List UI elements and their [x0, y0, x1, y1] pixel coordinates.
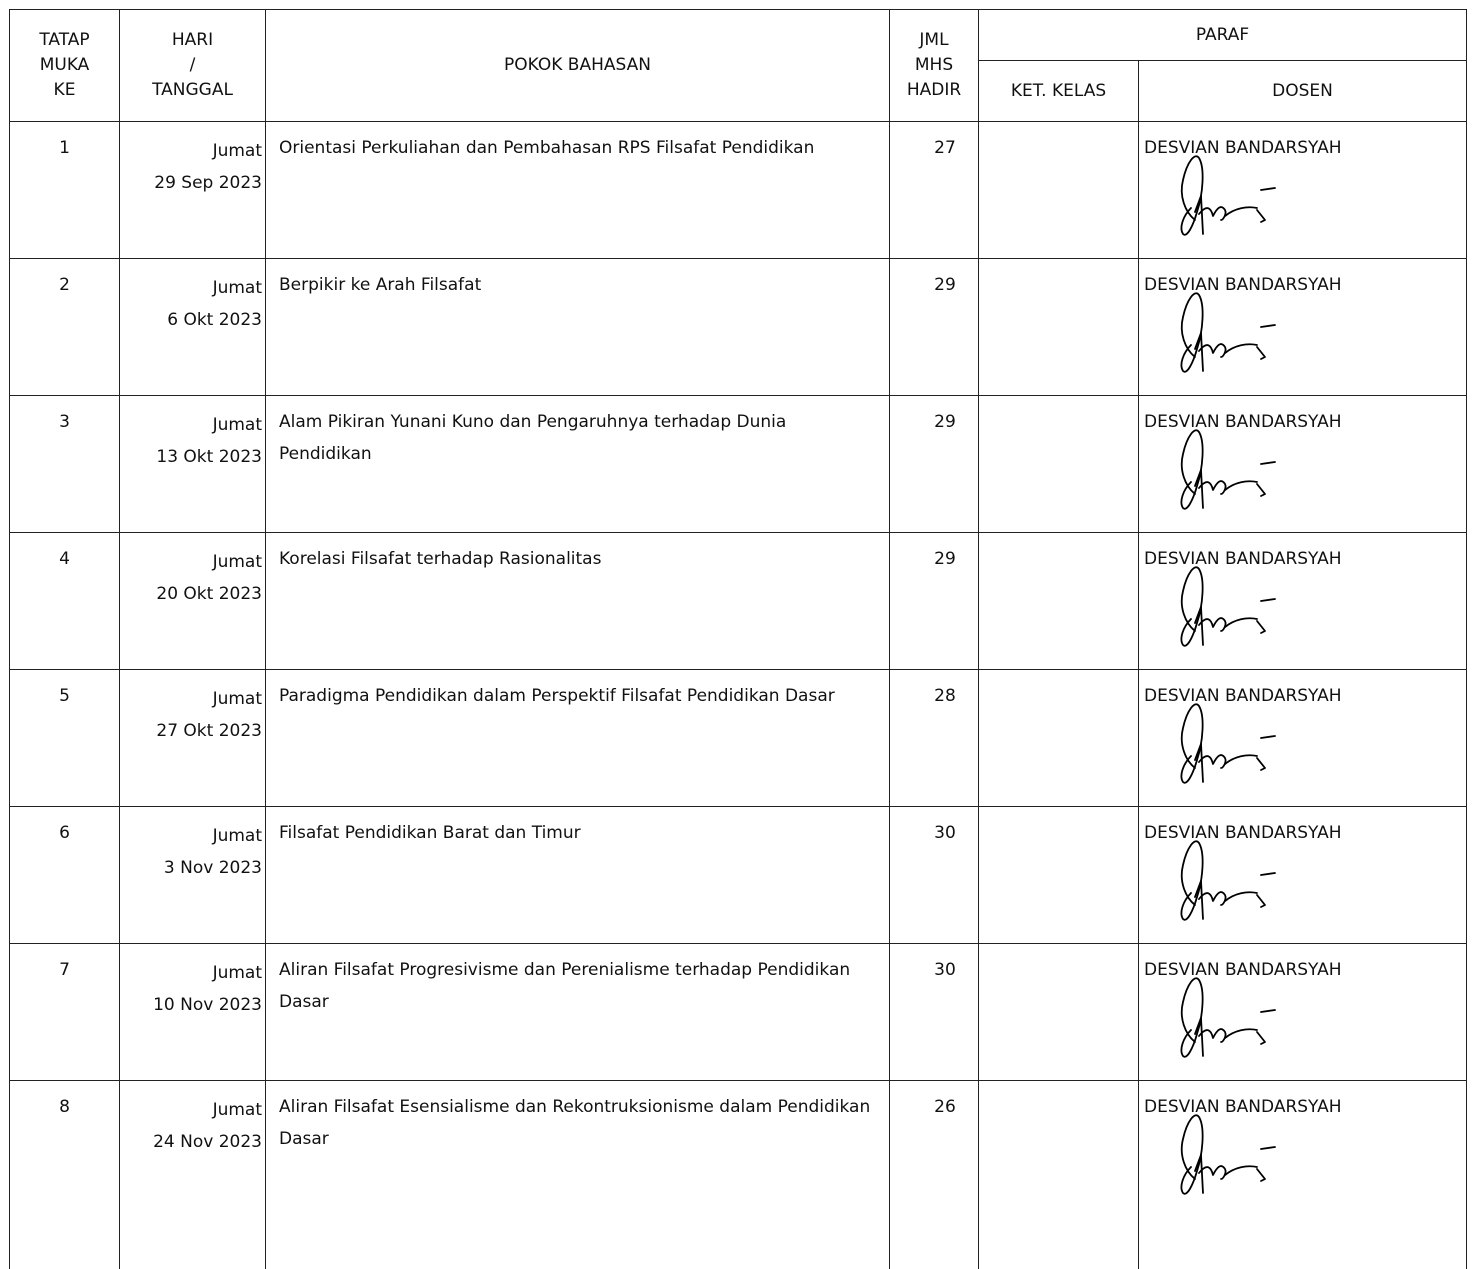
- topic: Korelasi Filsafat terhadap Rasionalitas: [266, 533, 890, 670]
- table-row: [10, 944, 1467, 1081]
- topic: Aliran Filsafat Progresivisme dan Perenialisme terhadap Pendidikan Dasar: [266, 944, 890, 1081]
- header-pokok-bahasan: POKOK BAHASAN: [266, 10, 890, 122]
- class-note: [979, 122, 1139, 259]
- meeting-date: [120, 259, 266, 396]
- table-row: [10, 396, 1467, 533]
- lecturer-cell: [1139, 122, 1467, 259]
- meeting-date-text: 24 Nov 2023: [120, 1126, 262, 1158]
- lecturer-name: DESVIAN BANDARSYAH: [1144, 954, 1466, 986]
- header-hari-tanggal-line: /: [120, 53, 265, 78]
- header-ket-kelas: KET. KELAS: [979, 61, 1139, 122]
- meeting-date-text: 20 Okt 2023: [120, 578, 262, 610]
- meeting-date: [120, 396, 266, 533]
- table-row: [10, 807, 1467, 944]
- meeting-date: [120, 533, 266, 670]
- class-note: [979, 259, 1139, 396]
- lecturer-cell: [1139, 396, 1467, 533]
- table-row: [10, 259, 1467, 396]
- meeting-date-text: 6 Okt 2023: [120, 304, 262, 336]
- meeting-date: [120, 944, 266, 1081]
- header-jml-line: HADIR: [890, 78, 978, 103]
- attendance-sheet: [9, 9, 1467, 1269]
- lecturer-signature: [1161, 424, 1301, 520]
- meeting-number: 8: [10, 1081, 120, 1269]
- lecturer-name: DESVIAN BANDARSYAH: [1144, 406, 1466, 438]
- lecturer-signature: [1161, 287, 1301, 383]
- lecturer-name: DESVIAN BANDARSYAH: [1144, 817, 1466, 849]
- lecturer-signature: [1161, 835, 1301, 931]
- table-row: [10, 670, 1467, 807]
- students-present: 27: [890, 122, 979, 259]
- table-row: [10, 122, 1467, 259]
- topic: Paradigma Pendidikan dalam Perspektif Filsafat Pendidikan Dasar: [266, 670, 890, 807]
- header-paraf: PARAF: [979, 10, 1467, 61]
- lecturer-cell: [1139, 533, 1467, 670]
- header-hari-tanggal: [120, 10, 266, 122]
- lecturer-name: DESVIAN BANDARSYAH: [1144, 680, 1466, 712]
- lecturer-name: DESVIAN BANDARSYAH: [1144, 543, 1466, 575]
- meeting-number: 5: [10, 670, 120, 807]
- meeting-number: 6: [10, 807, 120, 944]
- meeting-date-text: 29 Sep 2023: [120, 167, 262, 199]
- meeting-day: Jumat: [120, 546, 262, 578]
- meeting-date: [120, 122, 266, 259]
- meeting-day: Jumat: [120, 1094, 262, 1126]
- lecturer-signature: [1161, 150, 1301, 246]
- meeting-day: Jumat: [120, 135, 262, 167]
- lecturer-signature: [1161, 972, 1301, 1068]
- header-tatap-muka-line: TATAP: [10, 28, 119, 53]
- lecturer-signature: [1161, 561, 1301, 657]
- students-present: 26: [890, 1081, 979, 1269]
- header-hari-tanggal-line: TANGGAL: [120, 78, 265, 103]
- students-present: 30: [890, 807, 979, 944]
- meeting-day: Jumat: [120, 272, 262, 304]
- lecturer-cell: [1139, 1081, 1467, 1269]
- topic: Aliran Filsafat Esensialisme dan Rekontruksionisme dalam Pendidikan Dasar: [266, 1081, 890, 1269]
- students-present: 29: [890, 533, 979, 670]
- students-present: 29: [890, 259, 979, 396]
- lecturer-cell: [1139, 944, 1467, 1081]
- header-tatap-muka-line: KE: [10, 78, 119, 103]
- meeting-number: 3: [10, 396, 120, 533]
- lecturer-signature: [1161, 1109, 1301, 1205]
- meeting-number: 7: [10, 944, 120, 1081]
- lecturer-signature: [1161, 698, 1301, 794]
- meeting-date-text: 3 Nov 2023: [120, 852, 262, 884]
- meeting-number: 2: [10, 259, 120, 396]
- meeting-day: Jumat: [120, 409, 262, 441]
- header-jml-line: MHS: [890, 53, 978, 78]
- lecturer-name: DESVIAN BANDARSYAH: [1144, 132, 1466, 164]
- students-present: 29: [890, 396, 979, 533]
- class-note: [979, 670, 1139, 807]
- lecturer-name: DESVIAN BANDARSYAH: [1144, 269, 1466, 301]
- meeting-day: Jumat: [120, 957, 262, 989]
- header-jml-mhs-hadir: [890, 10, 979, 122]
- meeting-date: [120, 807, 266, 944]
- header-dosen: DOSEN: [1139, 61, 1467, 122]
- meeting-number: 4: [10, 533, 120, 670]
- meeting-day: Jumat: [120, 683, 262, 715]
- class-note: [979, 807, 1139, 944]
- attendance-table: [9, 9, 1467, 1269]
- lecturer-cell: [1139, 670, 1467, 807]
- meeting-number: 1: [10, 122, 120, 259]
- meeting-date-text: 13 Okt 2023: [120, 441, 262, 473]
- table-row: [10, 533, 1467, 670]
- topic: Berpikir ke Arah Filsafat: [266, 259, 890, 396]
- students-present: 28: [890, 670, 979, 807]
- class-note: [979, 944, 1139, 1081]
- class-note: [979, 1081, 1139, 1269]
- topic: Alam Pikiran Yunani Kuno dan Pengaruhnya terhadap Dunia Pendidikan: [266, 396, 890, 533]
- lecturer-cell: [1139, 259, 1467, 396]
- students-present: 30: [890, 944, 979, 1081]
- meeting-day: Jumat: [120, 820, 262, 852]
- lecturer-cell: [1139, 807, 1467, 944]
- header-hari-tanggal-line: HARI: [120, 28, 265, 53]
- lecturer-name: DESVIAN BANDARSYAH: [1144, 1091, 1466, 1123]
- meeting-date-text: 10 Nov 2023: [120, 989, 262, 1021]
- topic: Orientasi Perkuliahan dan Pembahasan RPS Filsafat Pendidikan: [266, 122, 890, 259]
- header-jml-line: JML: [890, 28, 978, 53]
- meeting-date: [120, 670, 266, 807]
- table-row: [10, 1081, 1467, 1269]
- header-tatap-muka: [10, 10, 120, 122]
- class-note: [979, 396, 1139, 533]
- topic: Filsafat Pendidikan Barat dan Timur: [266, 807, 890, 944]
- meeting-date-text: 27 Okt 2023: [120, 715, 262, 747]
- header-tatap-muka-line: MUKA: [10, 53, 119, 78]
- meeting-date: [120, 1081, 266, 1269]
- class-note: [979, 533, 1139, 670]
